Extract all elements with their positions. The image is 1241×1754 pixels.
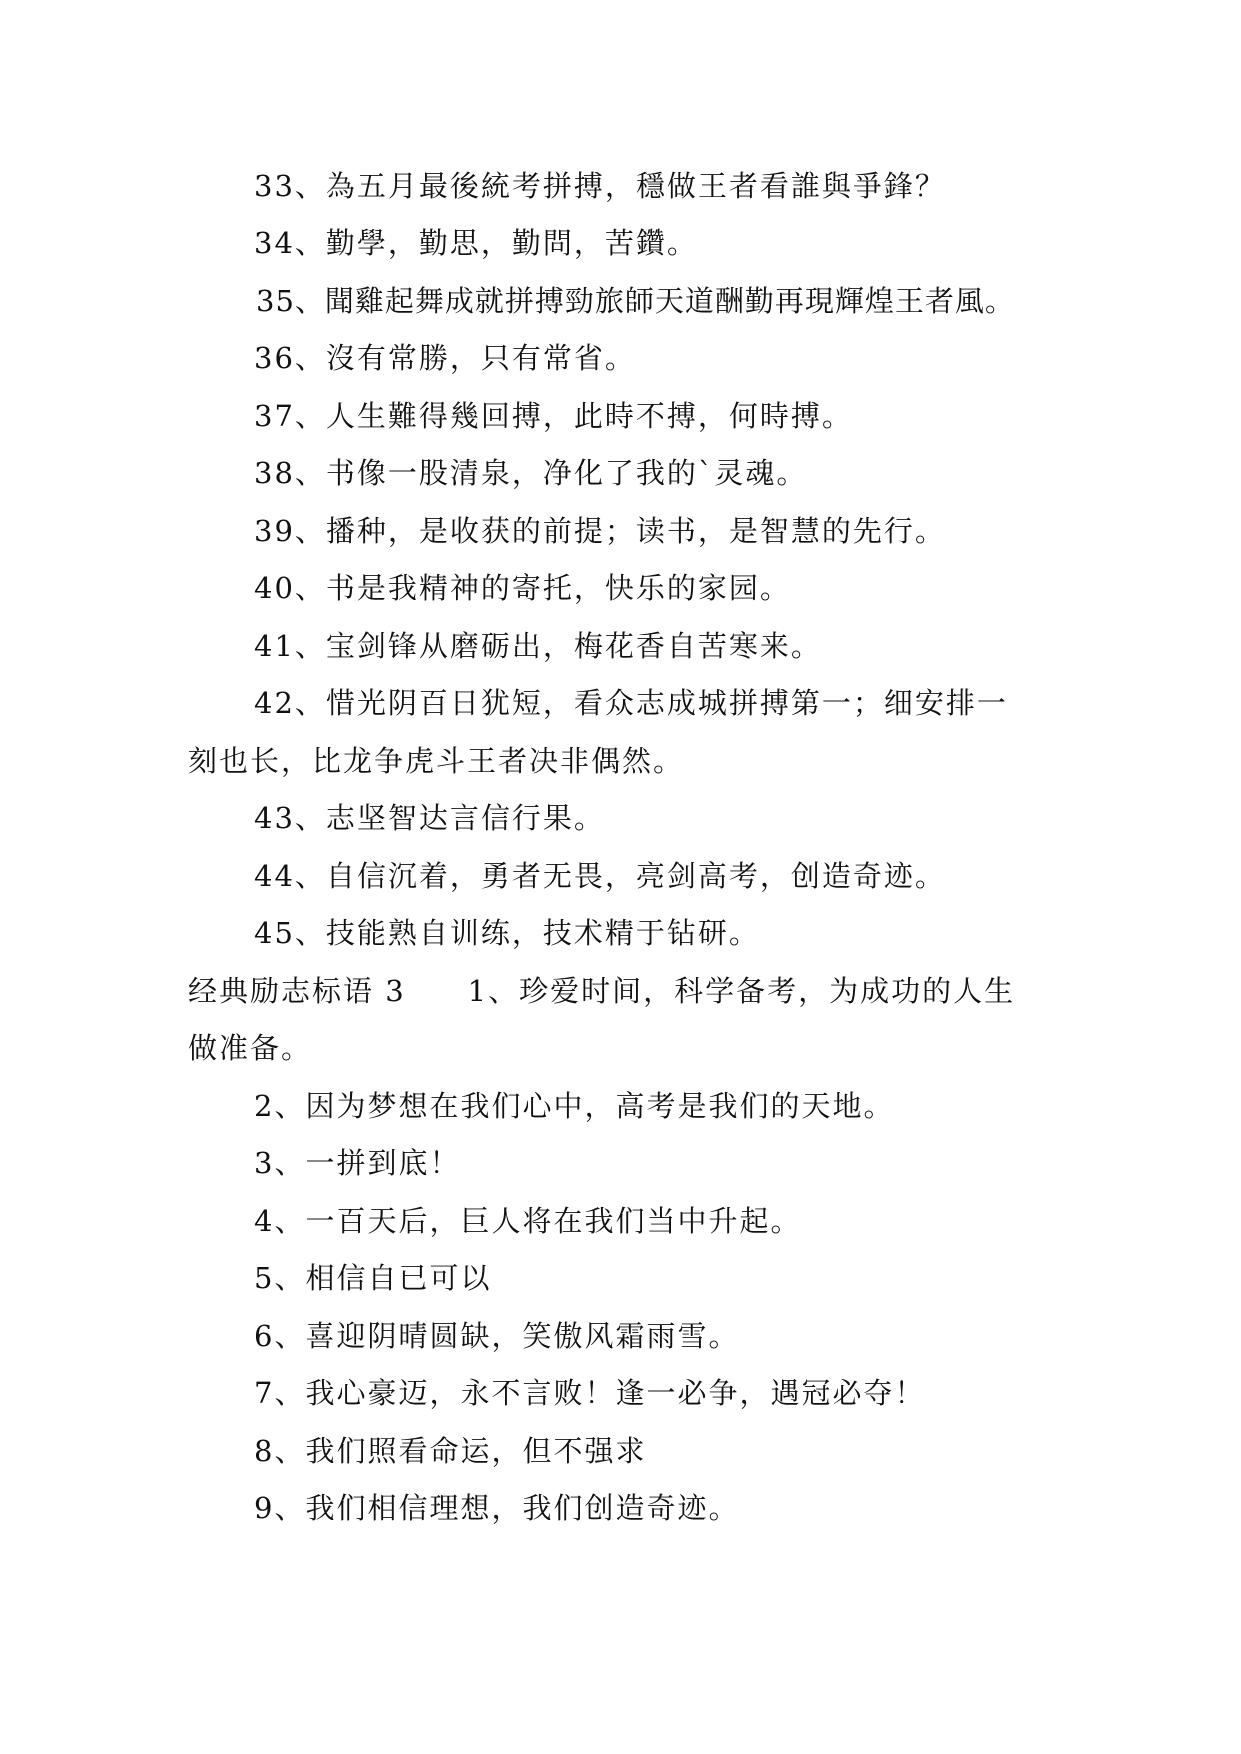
slogan-line-42: 42、惜光阴百日犹短，看众志成城拼搏第一；细安排一 bbox=[254, 686, 1008, 720]
section-heading-continued: 做准备。 bbox=[188, 1031, 313, 1065]
slogan-line-39: 39、播种，是收获的前提；读书，是智慧的先行。 bbox=[254, 514, 946, 548]
slogan-line-7: 7、我心豪迈，永不言败！逢一必争，遇冠必夺！ bbox=[254, 1376, 926, 1410]
slogan-line-41: 41、宝剑锋从磨砺出，梅花香自苦寒来。 bbox=[254, 629, 822, 663]
slogan-line-5: 5、相信自已可以 bbox=[254, 1261, 492, 1295]
slogan-line-36: 36、沒有常勝，只有常省。 bbox=[254, 341, 636, 375]
slogan-line-45: 45、技能熟自训练，技术精于钻研。 bbox=[254, 916, 760, 950]
section-heading-line: 经典励志标语 3 1、珍爱时间，科学备考，为成功的人生 bbox=[188, 974, 1016, 1008]
slogan-line-37: 37、人生難得幾回搏，此時不搏，何時搏。 bbox=[254, 399, 853, 433]
slogan-line-43: 43、志坚智达言信行果。 bbox=[254, 801, 605, 835]
slogan-line-3: 3、一拼到底！ bbox=[254, 1146, 461, 1180]
slogan-line-35: 35、聞雞起舞成就拼搏勁旅師天道酬勤再現輝煌王者風。 bbox=[256, 284, 1015, 318]
slogan-line-34: 34、勤學，勤思，勤問，苦鑽。 bbox=[254, 226, 698, 260]
slogan-line-33: 33、為五月最後統考拼搏，穩做王者看誰與爭鋒？ bbox=[254, 169, 946, 203]
slogan-line-42-continued: 刻也长，比龙争虎斗王者决非偶然。 bbox=[188, 744, 685, 778]
slogan-line-2: 2、因为梦想在我们心中，高考是我们的天地。 bbox=[254, 1089, 895, 1123]
slogan-line-4: 4、一百天后，巨人将在我们当中升起。 bbox=[254, 1204, 802, 1238]
slogan-line-38: 38、书像一股清泉，净化了我的`灵魂。 bbox=[254, 456, 808, 490]
slogan-line-44: 44、自信沉着，勇者无畏，亮剑高考，创造奇迹。 bbox=[254, 859, 946, 893]
slogan-line-6: 6、喜迎阴晴圆缺，笑傲风霜雨雪。 bbox=[254, 1319, 740, 1353]
slogan-line-40: 40、书是我精神的寄托，快乐的家园。 bbox=[254, 571, 791, 605]
slogan-line-9: 9、我们相信理想，我们创造奇迹。 bbox=[254, 1491, 740, 1525]
slogan-line-8: 8、我们照看命运，但不强求 bbox=[254, 1434, 647, 1468]
